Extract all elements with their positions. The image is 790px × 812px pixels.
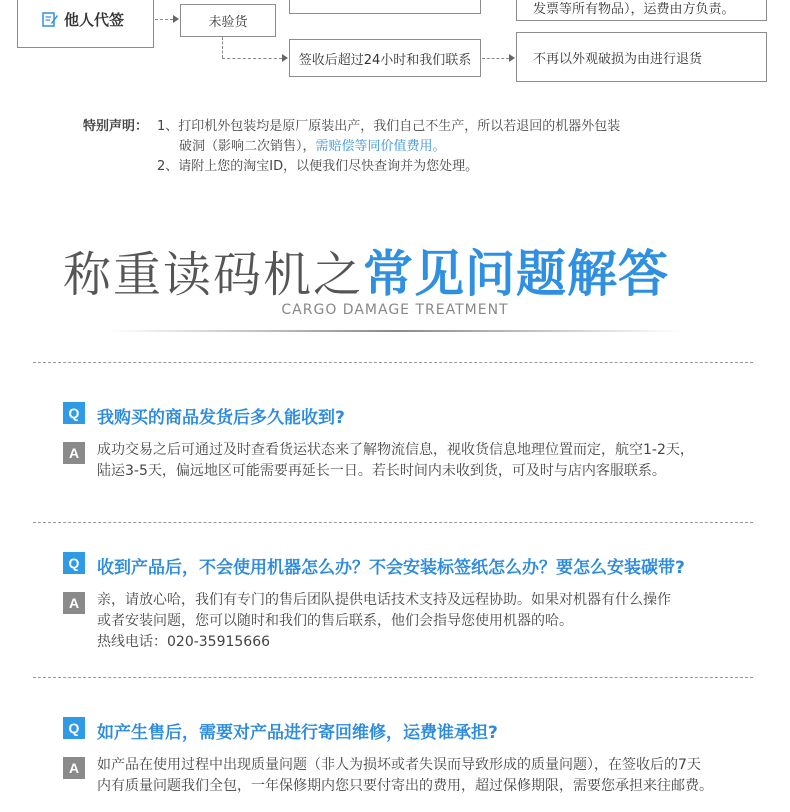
faq-question: 收到产品后，不会使用机器怎么办？不会安装标签纸怎么办？要怎么安装碳带? [97,558,685,578]
flow-box-top [289,0,481,14]
statement-line-3: 2、请附上您的淘宝ID，以便我们尽快查询并为您处理。 [157,159,479,174]
answer-line: 内有质量问题我们全包，一年保修期内您只要付寄出的费用，超过保修期限，需要您承担来往邮费。 [97,778,713,794]
flow-box-label: 未验货 [208,15,248,30]
answer-line: 或者安装问题，您可以随时和我们的售后联系，他们会指导您使用机器的哈。 [97,613,573,629]
faq-answer [97,440,694,482]
flow-connector [482,58,509,59]
subtitle-underline [110,330,680,332]
flow-box-no-return [516,32,767,82]
answer-line: 亲，请放心哈，我们有专门的售后团队提供电话技术支持及远程协助。如果对机器有什么操作 [97,592,671,608]
flow-box-label: 他人代签 [64,10,125,29]
faq-title [63,234,670,303]
faq-answer [97,590,671,653]
answer-line: 如产品在使用过程中出现质量问题（非人为损坏或者失误而导致形成的质量问题），在签收后的7天 [97,757,701,773]
divider [33,522,753,523]
flow-box-unchecked [180,4,276,37]
flow-box-label: 不再以外观破损为由进行退货 [533,51,703,67]
flow-arrow [173,15,179,23]
flow-box-top-right [516,0,767,21]
divider [33,362,753,363]
question-badge: Q [63,402,85,424]
edit-icon [42,11,58,27]
flow-connector [222,37,223,58]
faq-title-light: 称重读码机之 [63,247,364,303]
faq-answer [97,755,713,797]
flow-connector [155,19,173,20]
statement-text: 破洞（影响二次销售）， [179,139,316,154]
statement-line-1: 1、打印机外包装均是原厂原装出产，我们自己不生产，所以若退回的机器外包装 [157,119,621,134]
divider [33,677,753,678]
answer-line: 成功交易之后可通过及时查看货运状态来了解物流信息，视收货信息地理位置而定，航空1-2天， [97,442,694,458]
flow-box-label: 签收后超过24小时和我们联系 [298,52,472,68]
answer-line: 陆运3-5天，偏远地区可能需要再延长一日。若长时间内未收到货，可及时与店内客服联系。 [97,463,666,479]
flow-box-other-signed [17,0,154,48]
flow-connector [222,58,282,59]
statement-highlight: 需赔偿等同价值费用。 [315,139,446,154]
statement-lead: 特别声明： [83,119,149,134]
statement-line-2 [179,135,446,154]
answer-badge: A [63,757,85,779]
flow-box-after-24h [289,39,481,77]
flow-arrow [509,54,515,62]
faq-question: 如产生售后，需要对产品进行寄回维修，运费谁承担? [97,723,498,743]
flow-arrow [282,54,288,62]
answer-badge: A [63,592,85,614]
question-badge: Q [63,717,85,739]
flow-box-label: 发票等所有物品），运费由方负责。 [533,2,735,17]
answer-line: 热线电话：020-35915666 [97,634,271,650]
answer-badge: A [63,442,85,464]
faq-question: 我购买的商品发货后多久能收到? [97,408,345,428]
question-badge: Q [63,552,85,574]
faq-subtitle: CARGO DAMAGE TREATMENT [281,302,509,318]
faq-title-bold: 常见问题解答 [363,245,670,303]
